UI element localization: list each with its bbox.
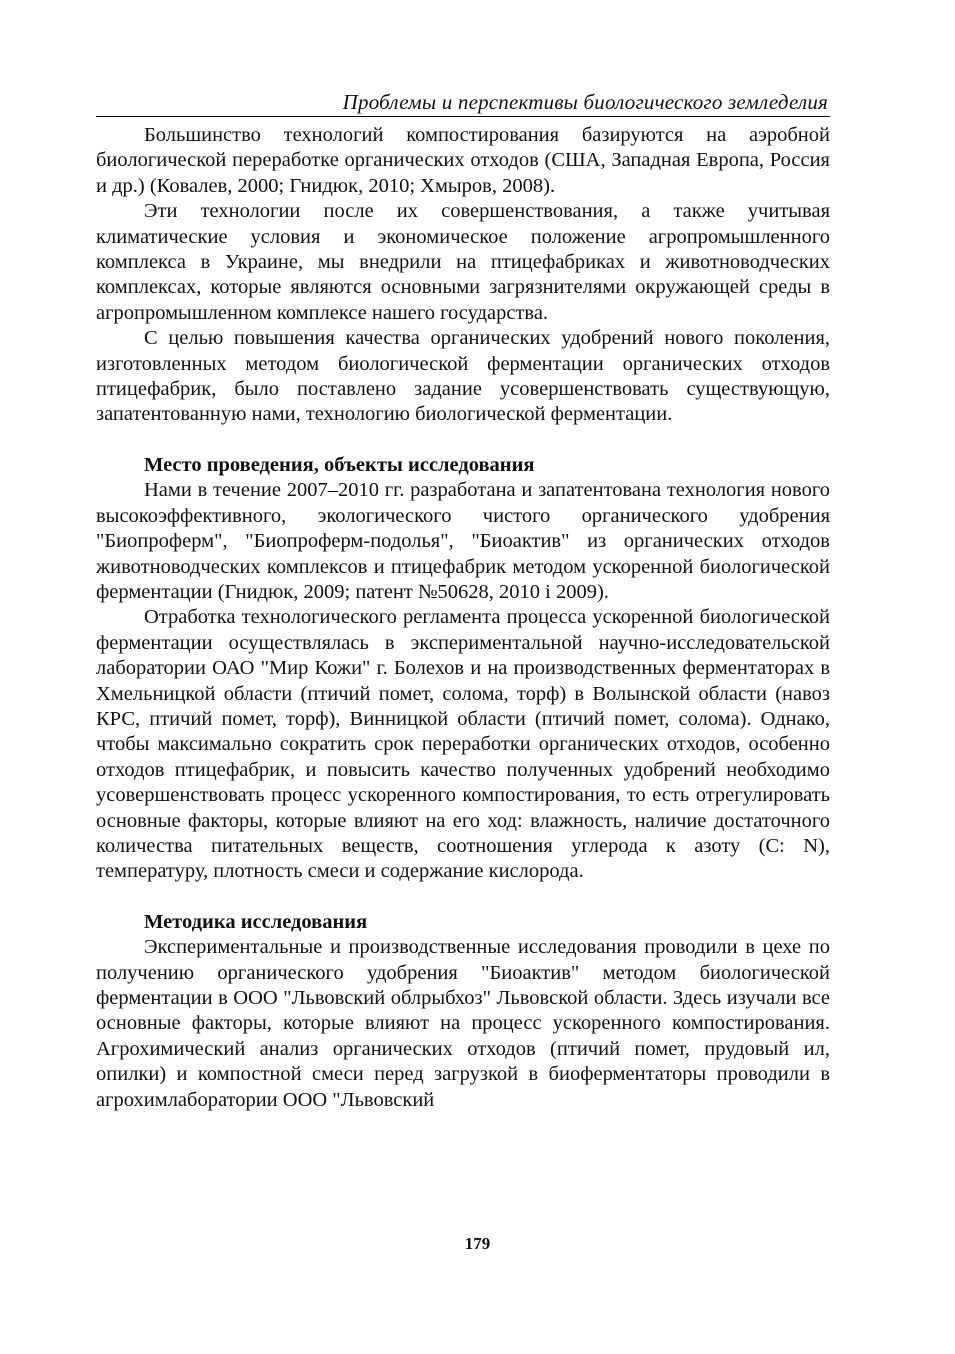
section-heading-location: Место проведения, объекты исследования bbox=[144, 453, 535, 476]
section-location-paragraph-1: Нами в течение 2007–2010 гг. разработана и запатентована технология нового высокоэффективного, экологического чистого органического удобрения "Биопроферм", "Биопроферм-подолья", "Биоактив" из органических отходов животноводческих комплексов и птицефабрик методом ускоренной биологической ферментации (Гнидюк, 2009; патент №50628, 2010 і 2009). bbox=[96, 479, 830, 603]
section-location-paragraph-2: Отработка технологического регламента процесса ускоренной биологической ферментации осуществлялась в экспериментальной научно-исследовательской лаборатории ОАО "Мир Кожи" г. Болехов и на производственных ферментаторах в Хмельницкой области (птичий помет, солома, торф) в Волынской области (навоз КРС, птичий помет, торф), Винницкой области (птичий помет, солома). Однако, чтобы максимально сократить срок переработки органических отходов, особенно отходов птицефабрик, и повысить качество полученных удобрений необходимо усовершенствовать процесс ускоренного компостирования, то есть отрегулировать основные факторы, которые влияют на его ход: влажность, наличие достаточного количества питательных веществ, соотношения углерода к азоту (С: N), температуру, плотность смеси и содержание кислорода. bbox=[96, 606, 830, 883]
intro-paragraph-2: Эти технологии после их совершенствования, а также учитывая климатические условия и экономическое положение агропромышленного комплекса в Украине, мы внедрили на птицефабриках и животноводческих комплексах, которые являются основными загрязнителями окружающей среды в агропромышленном комплексе нашего государства. bbox=[96, 200, 830, 324]
intro-paragraph-1: Большинство технологий компостирования базируются на аэробной биологической переработке органических отходов (США, Западная Европа, Россия и др.) (Ковалев, 2000; Гнидюк, 2010; Хмыров, 2008). bbox=[96, 124, 830, 197]
section-heading-methods: Методика исследования bbox=[144, 910, 368, 933]
document-body bbox=[96, 123, 830, 1113]
document-page bbox=[96, 88, 830, 1113]
section-spacer bbox=[96, 428, 830, 453]
page-number: 179 bbox=[464, 1234, 491, 1253]
section-methods-paragraph-1: Экспериментальные и производственные исследования проводили в цехе по получению органического удобрения "Биоактив" методом биологической ферментации в ООО "Львовский облрыбхоз" Львовской области. Здесь изучали все основные факторы, которые влияют на процесс ускоренного компостирования. Агрохимический анализ органических отходов (птичий помет, прудовый ил, опилки) и компостной смеси перед загрузкой в биоферментаторы проводили в агрохимлаборатории ООО "Львовский bbox=[96, 936, 830, 1111]
section-spacer bbox=[96, 885, 830, 910]
intro-paragraph-3: С целью повышения качества органических удобрений нового поколения, изготовленных методом биологической ферментации органических отходов птицефабрик, было поставлено задание усовершенствовать существующую, запатентованную нами, технологию биологической ферментации. bbox=[96, 327, 830, 426]
header-rule bbox=[96, 116, 830, 117]
running-header: Проблемы и перспективы биологического земледелия bbox=[342, 90, 828, 114]
